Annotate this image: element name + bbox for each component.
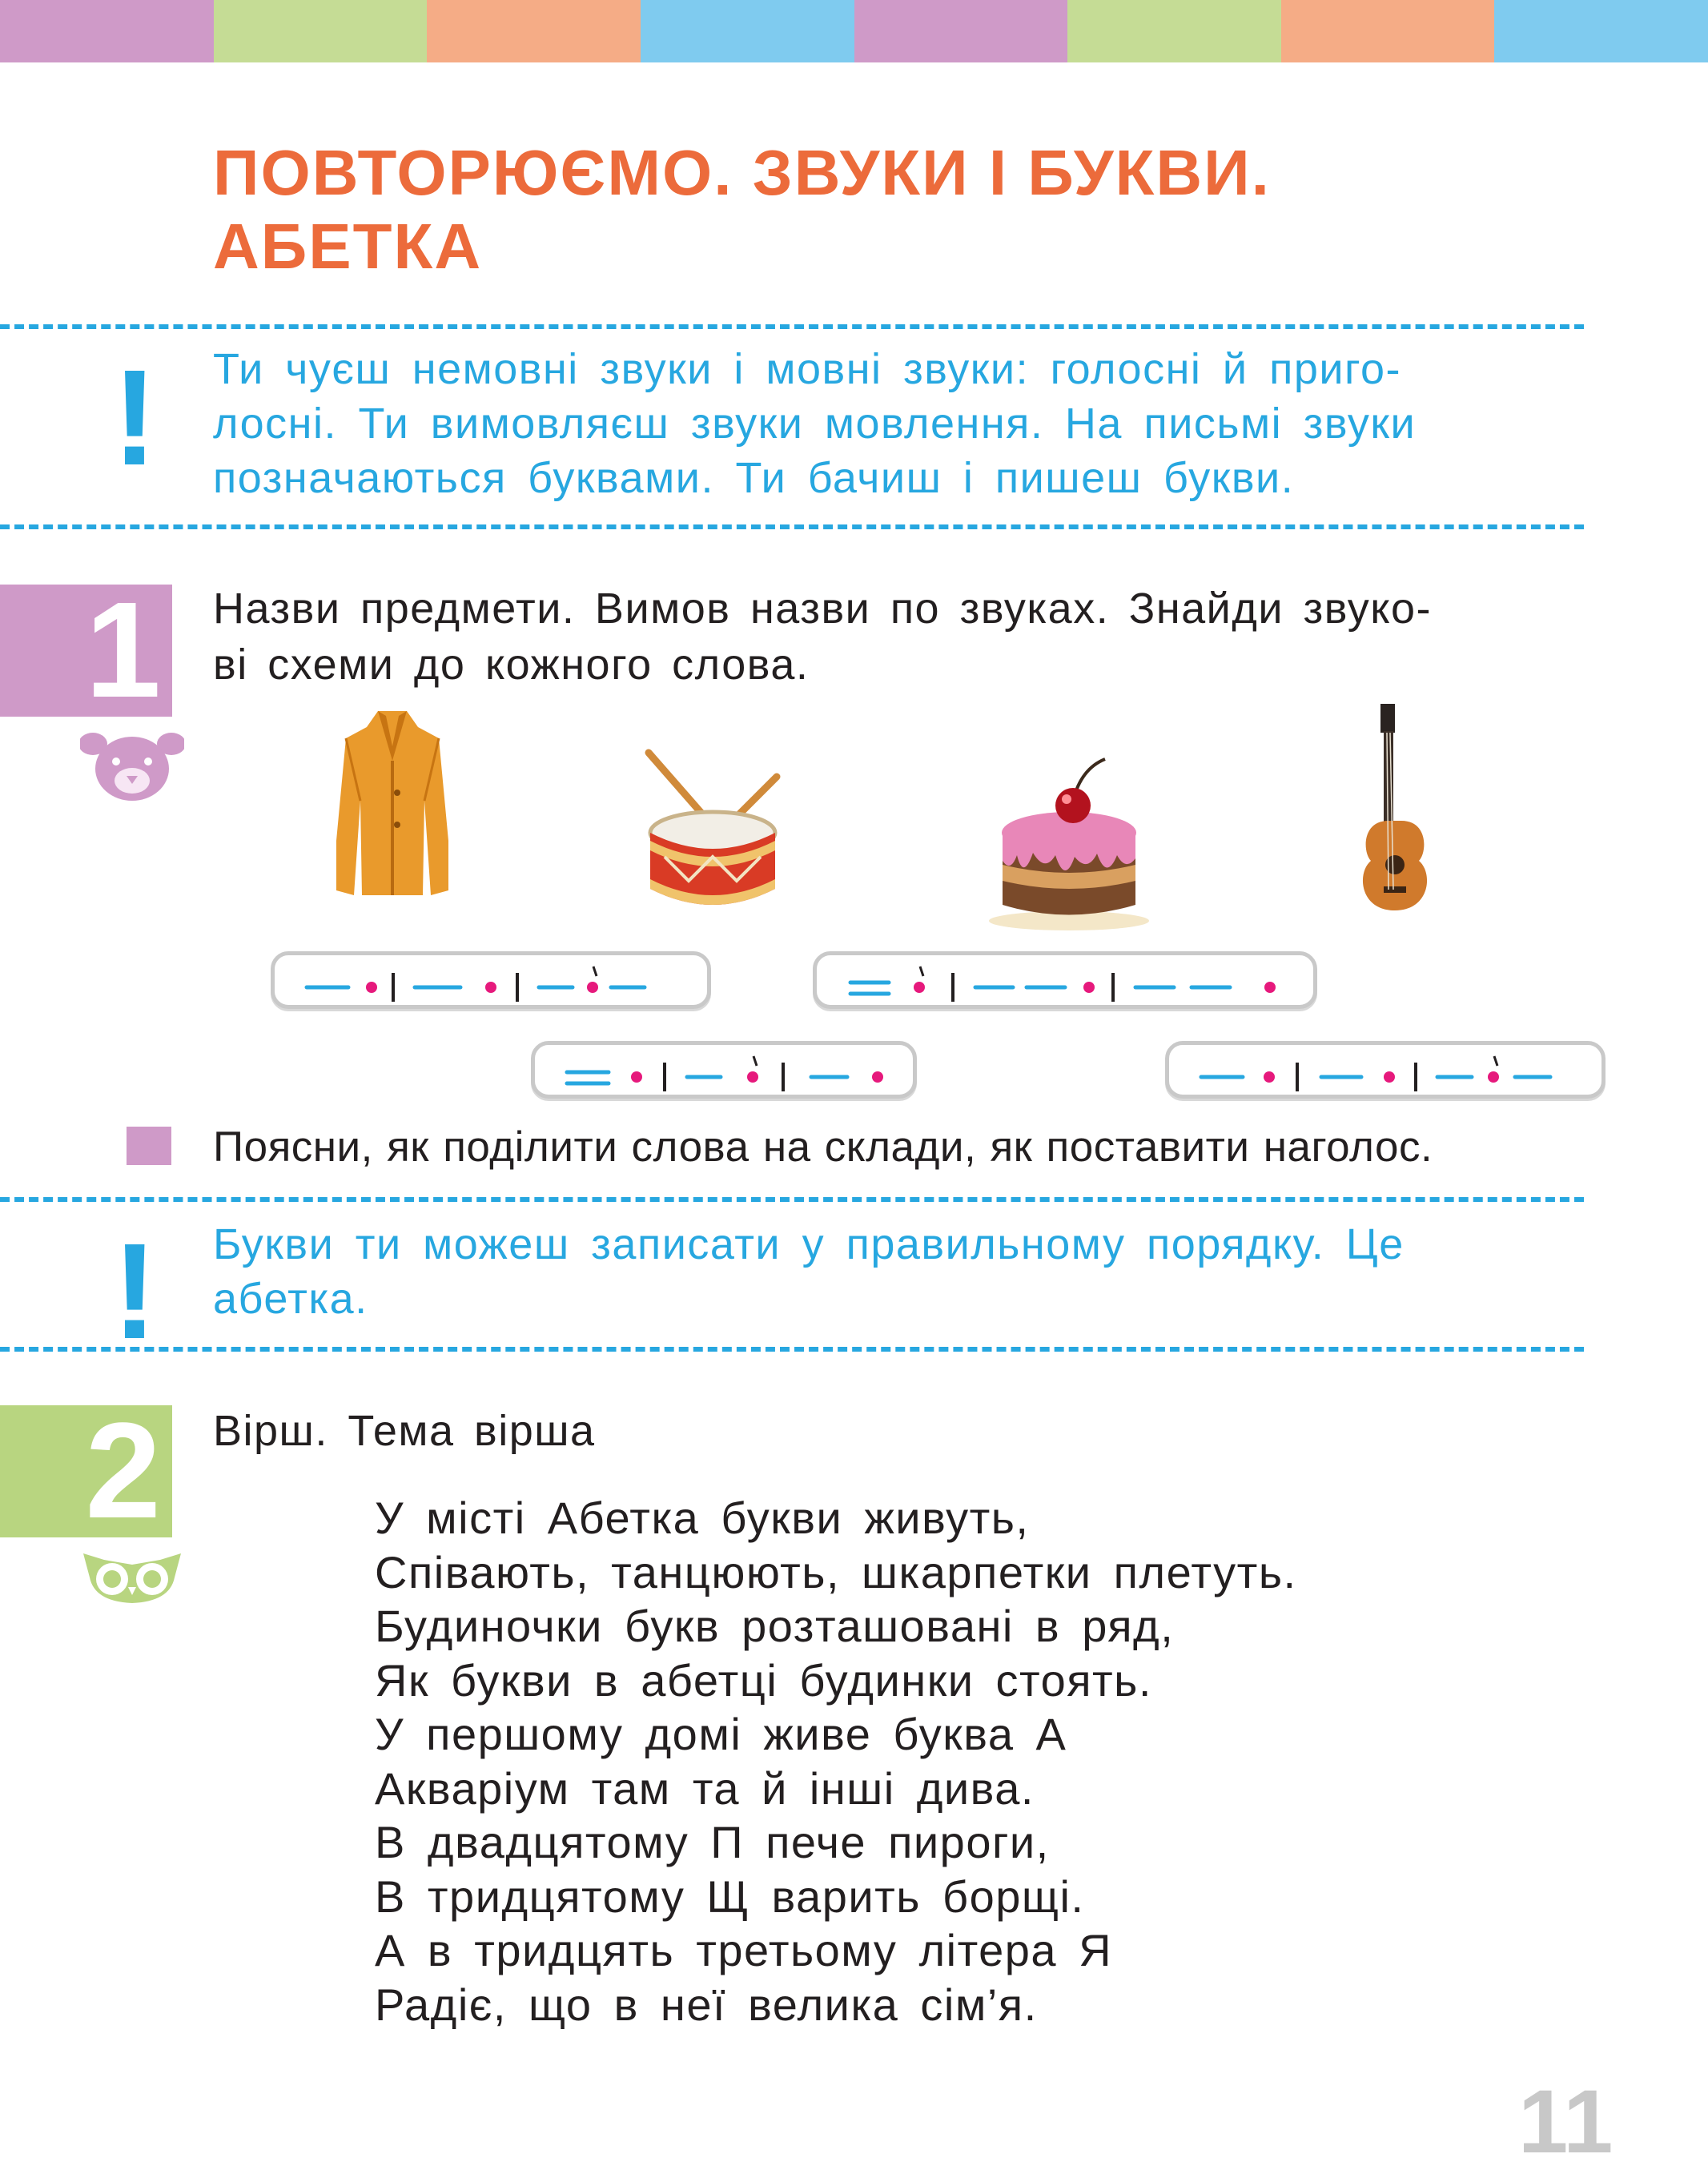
task-number: 1 [85,574,161,726]
dashed-divider [0,1347,1584,1352]
task1-follow-up: Поясни, як поділити слова на склади, як поставити наголос. [213,1123,1433,1171]
color-segment [1494,0,1708,62]
color-segment [854,0,1068,62]
dashed-divider [0,324,1584,329]
rule-line: лосні. Ти вимовляєш звуки мовлення. На письмі звуки [213,400,1417,448]
color-segment [0,0,214,62]
coat-picture [328,705,456,901]
color-segment [1067,0,1281,62]
task2-instruction: Вірш. Тема вірша [213,1407,596,1455]
rule-line: Букви ти можеш записати у правильному порядку. Це [213,1220,1405,1268]
color-segment [214,0,428,62]
exclamation-icon: ! [112,342,158,494]
poem-line: У місті Абетка букви живуть, [375,1493,1030,1543]
poem-line: Радіє, що в неї велика сім’я. [375,1979,1038,2030]
top-color-bar [0,0,1708,62]
bullet-square [127,1127,171,1165]
guitar-picture [1353,701,1441,917]
poem-line: Співають, танцюють, шкарпетки плетуть. [375,1546,1297,1597]
rule-note-2 [213,1217,1574,1326]
poem-line: У першому домі живе буква А [375,1709,1067,1759]
rule-line: Ти чуєш немовні звуки і мовні звуки: голосні й приго- [213,345,1402,393]
cake-picture [985,753,1153,933]
poem-line: А в тридцять третьому літера Я [375,1925,1113,1975]
instruction-line: ві схеми до кожного слова. [213,641,810,689]
poem-line: Як букви в абетці будинки стоять. [375,1654,1152,1706]
bear-face-icon [80,725,184,805]
poem-line: Будиночки букв розташовані в ряд, [375,1601,1175,1651]
task-number: 2 [85,1395,161,1547]
task-number-badge [0,1395,172,1547]
task1-instruction [213,581,1590,693]
task-number-badge [0,574,172,726]
color-segment [1281,0,1495,62]
page-title [213,136,1271,283]
poem [375,1491,1496,2031]
exclamation-icon: ! [112,1216,158,1368]
sound-scheme-2[interactable] [813,951,1317,1009]
rule-line: позначаються буквами. Ти бачиш і пишеш букви. [213,454,1295,502]
instruction-line: Назви предмети. Вимов назви по звуках. Знайди звуко- [213,585,1433,633]
page-title-line: АБЕТКА [213,211,483,282]
sound-scheme-4[interactable] [1165,1041,1606,1099]
poem-line: В двадцятому П пече пироги, [375,1817,1050,1867]
poem-line: Акваріум там та й інші дива. [375,1762,1035,1814]
rule-line: абетка. [213,1275,368,1323]
page-title-line: ПОВТОРЮЄМО. ЗВУКИ І БУКВИ. [213,137,1271,208]
sound-scheme-3[interactable] [531,1041,917,1099]
dashed-divider [0,1197,1584,1202]
rule-note-1 [213,342,1574,505]
owl-eyes-icon [80,1545,184,1605]
color-segment [641,0,854,62]
poem-line: В тридцятому Щ варить борщі. [375,1871,1085,1922]
page-number: 11 [1518,2072,1614,2172]
sound-scheme-1[interactable] [271,951,711,1009]
color-segment [427,0,641,62]
dashed-divider [0,524,1584,529]
drum-picture [641,745,785,921]
